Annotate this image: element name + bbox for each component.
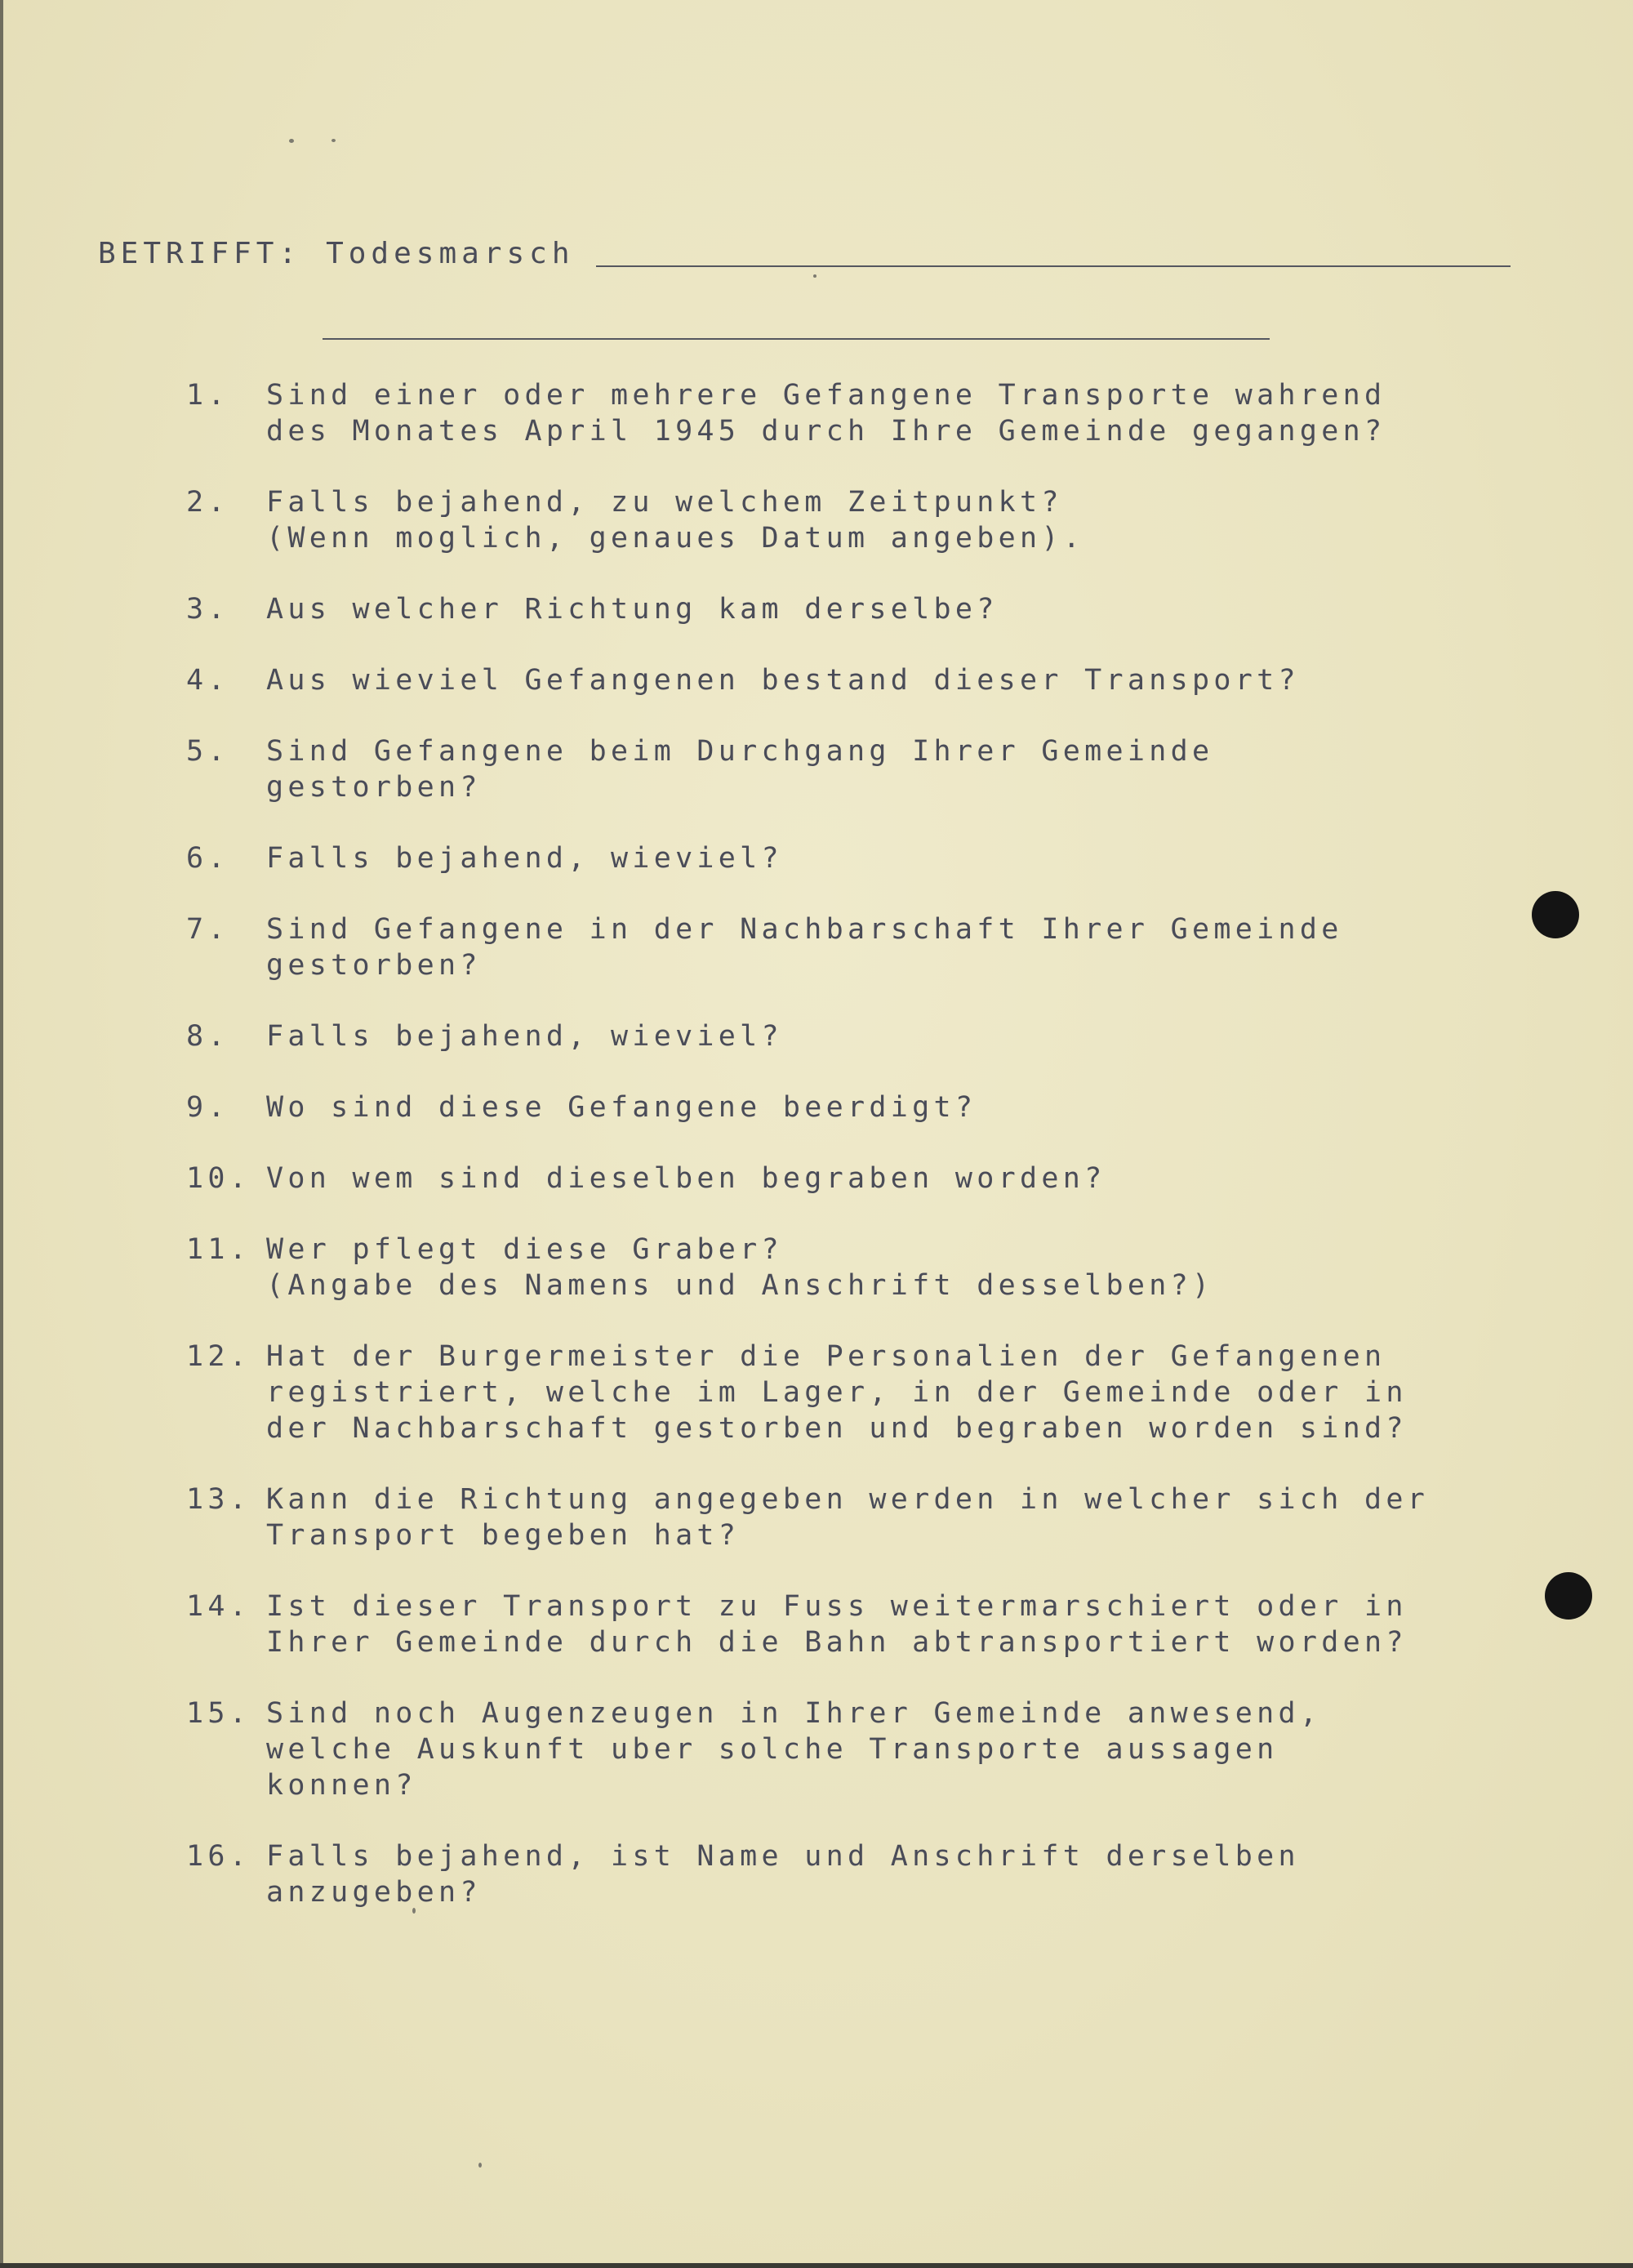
- question-item: [186, 1018, 1444, 1054]
- speck-1: [289, 139, 294, 143]
- speck-2: [331, 139, 336, 142]
- question-number: 16.: [186, 1840, 251, 1873]
- question-number: 3.: [186, 593, 229, 626]
- question-text: Kann die Richtung angegeben werden in welcher sich der Transport begeben hat?: [266, 1483, 1430, 1552]
- question-number: 6.: [186, 842, 229, 875]
- speck-5: [813, 274, 816, 278]
- question-number: 4.: [186, 664, 229, 697]
- question-number: 13.: [186, 1483, 251, 1516]
- question-text: Sind noch Augenzeugen in Ihrer Gemeinde anwesend, welche Auskunft uber solche Transporte aussagen konnen?: [266, 1697, 1322, 1802]
- question-text: Aus welcher Richtung kam derselbe?: [266, 593, 999, 626]
- question-text: Falls bejahend, wieviel?: [266, 1020, 783, 1053]
- question-number: 12.: [186, 1340, 251, 1373]
- question-item: [186, 591, 1444, 627]
- question-item: [186, 1482, 1444, 1553]
- question-item: [186, 1089, 1444, 1125]
- question-number: 15.: [186, 1697, 251, 1730]
- question-item: [186, 1232, 1444, 1303]
- question-text: Von wem sind dieselben begraben worden?: [266, 1162, 1106, 1195]
- question-number: 9.: [186, 1091, 229, 1124]
- question-item: [186, 377, 1444, 449]
- question-item: [186, 911, 1444, 983]
- question-item: [186, 1695, 1444, 1803]
- subject-line: [98, 237, 1511, 270]
- question-item: [186, 484, 1444, 556]
- question-item: [186, 840, 1444, 876]
- punch-hole-lower: [1545, 1572, 1592, 1620]
- question-number: 11.: [186, 1233, 251, 1266]
- question-item: [186, 1838, 1444, 1910]
- question-text: Falls bejahend, wieviel?: [266, 842, 783, 875]
- second-blank-line: [323, 338, 1270, 340]
- question-text: Sind einer oder mehrere Gefangene Transporte wahrend des Monates April 1945 durch Ihre Gemeinde gegangen?: [266, 379, 1386, 448]
- question-item: [186, 1161, 1444, 1196]
- question-item: [186, 1588, 1444, 1660]
- speck-4: [478, 2163, 482, 2168]
- question-number: 10.: [186, 1162, 251, 1195]
- question-text: Falls bejahend, ist Name und Anschrift derselben anzugeben?: [266, 1840, 1300, 1909]
- question-item: [186, 662, 1444, 698]
- question-text: Sind Gefangene in der Nachbarschaft Ihrer Gemeinde gestorben?: [266, 913, 1343, 982]
- page-bottom-edge: [0, 2263, 1633, 2268]
- punch-hole-upper: [1532, 891, 1579, 938]
- subject-label: BETRIFFT:: [98, 237, 302, 270]
- question-text: Falls bejahend, zu welchem Zeitpunkt? (Wenn moglich, genaues Datum angeben).: [266, 486, 1085, 555]
- question-number: 2.: [186, 486, 229, 519]
- question-number: 1.: [186, 379, 229, 412]
- question-text: Aus wieviel Gefangenen bestand dieser Transport?: [266, 664, 1300, 697]
- subject-value: Todesmarsch: [326, 237, 575, 270]
- question-text: Wo sind diese Gefangene beerdigt?: [266, 1091, 977, 1124]
- question-item: [186, 733, 1444, 805]
- question-text: Hat der Burgermeister die Personalien der Gefangenen registriert, welche im Lager, in der Gemeinde oder in der Nachbarschaft gestorben und begraben worden sind?: [266, 1340, 1408, 1445]
- question-number: 14.: [186, 1590, 251, 1623]
- question-number: 7.: [186, 913, 229, 946]
- question-text: Ist dieser Transport zu Fuss weitermarschiert oder in Ihrer Gemeinde durch die Bahn abtransportiert worden?: [266, 1590, 1408, 1659]
- question-number: 8.: [186, 1020, 229, 1053]
- page-left-edge: [0, 0, 3, 2268]
- question-list: [186, 377, 1444, 1945]
- question-text: Sind Gefangene beim Durchgang Ihrer Gemeinde gestorben?: [266, 735, 1214, 804]
- question-number: 5.: [186, 735, 229, 768]
- subject-blank-line: [596, 265, 1511, 267]
- question-text: Wer pflegt diese Graber? (Angabe des Namens und Anschrift desselben?): [266, 1233, 1214, 1302]
- question-item: [186, 1339, 1444, 1446]
